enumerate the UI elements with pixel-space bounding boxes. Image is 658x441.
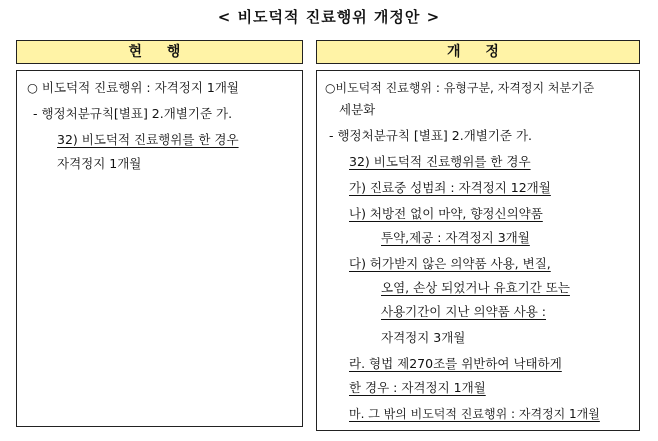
current-line: 32) 비도덕적 진료행위를 한 경우: [57, 132, 239, 147]
revised-box: [316, 70, 640, 431]
revised-line: 32) 비도덕적 진료행위를 한 경우: [349, 154, 531, 169]
current-column-header: 현 행: [16, 40, 303, 64]
revised-line: 자격정지 3개월: [381, 330, 466, 345]
revised-line: ○비도덕적 진료행위 : 유형구분, 자격정지 처분기준: [325, 81, 595, 95]
current-box: [16, 70, 303, 427]
revised-line: 라. 형법 제270조를 위반하여 낙태하게: [349, 356, 562, 371]
revised-line: 마. 그 밖의 비도덕적 진료행위 : 자격정지 1개월: [349, 407, 600, 421]
current-line: - 행정처분규칙[별표] 2.개별기준 가.: [33, 106, 233, 121]
revised-line: 오염, 손상 되었거나 유효기간 또는: [381, 280, 570, 295]
revised-line: 한 경우 : 자격정지 1개월: [349, 380, 486, 395]
revised-line: - 행정처분규칙 [별표] 2.개별기준 가.: [329, 128, 533, 143]
revised-line: 세분화: [339, 102, 376, 117]
revised-line: 가) 진료중 성범죄 : 자격정지 12개월: [349, 180, 551, 195]
current-line: 자격정지 1개월: [57, 156, 142, 171]
revised-line: 다) 허가받지 않은 의약품 사용, 변질,: [349, 256, 551, 271]
revised-line: 투약,제공 : 자격정지 3개월: [381, 230, 530, 245]
revised-column-header: 개 정: [316, 40, 640, 64]
revised-line: 나) 처방전 없이 마약, 향정신의약품: [349, 206, 543, 221]
current-line: ○ 비도덕적 진료행위 : 자격정지 1개월: [27, 80, 239, 95]
revised-line: 사용기간이 지난 의약품 사용 :: [381, 304, 547, 319]
page-title: < 비도덕적 진료행위 개정안 >: [217, 8, 441, 26]
